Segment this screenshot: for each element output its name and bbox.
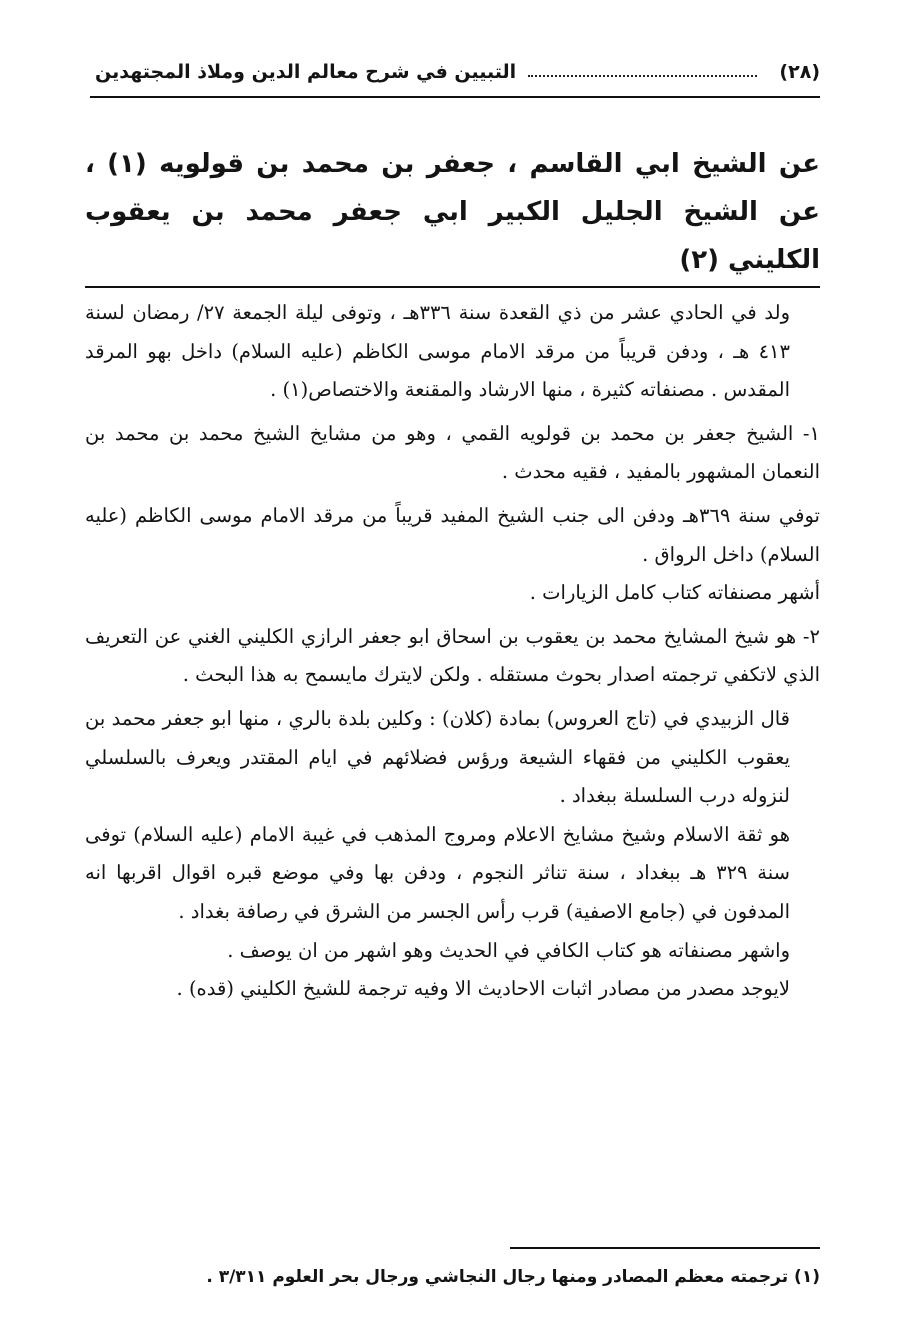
page-number: (٢٨) xyxy=(779,61,820,83)
paragraph-zubaydi-quote: قال الزبيدي في (تاج العروس) بمادة (كلان) : وكلين بلدة بالري ، منها ابو جعفر محمد بن يعقوب الكليني من فقهاء الشيعة ورؤس فضلائهم في ايام المقتدر ويعرف بالسلسلي لنزوله درب السلسلة ببغداد . xyxy=(85,706,791,808)
body-text xyxy=(85,294,820,1009)
running-header xyxy=(95,52,820,92)
header-rule xyxy=(90,96,820,98)
footnote: (١) ترجمته معظم المصادر ومنها رجال النجاشي ورجال بحر العلوم ٣/٣١١ . xyxy=(206,1267,820,1287)
paragraph-kulayni-sources: لايوجد مصدر من مصادر اثبات الاحاديث الا وفيه ترجمة للشيخ الكليني (قده) . xyxy=(176,977,790,1001)
book-title: التبيين في شرح معالم الدين وملاذ المجتهدين xyxy=(95,61,517,83)
heading-rule xyxy=(85,286,820,288)
paragraph-works-ibn-qulawayh: أشهر مصنفاته كتاب كامل الزيارات . xyxy=(529,581,820,605)
paragraph-kulayni-bio: هو ثقة الاسلام وشيخ مشايخ الاعلام ومروج المذهب في غيبة الامام (عليه السلام) توفى سنة ٣٢٩ هـ ببغداد ، سنة تناثر النجوم ، ودفن بها وفي موضع قبره اقوال اقربها انه المدفون في (جامع الاصفية) قرب رأس الجسر من الشرق في رصافة بغداد . xyxy=(85,822,790,923)
paragraph-death-ibn-qulawayh: توفي سنة ٣٦٩هـ ودفن الى جنب الشيخ المفيد قريباً من مرقد الامام موسى الكاظم (عليه السلام) داخل الرواق . xyxy=(85,503,820,566)
paragraph-note-1: ١- الشيخ جعفر بن محمد بن قولويه القمي ، وهو من مشايخ الشيخ محمد بن محمد بن النعمان المشهور بالمفيد ، فقيه محدث . xyxy=(85,421,820,484)
paragraph-note-2: ٢- هو شيخ المشايخ محمد بن يعقوب بن اسحاق ابو جعفر الرازي الكليني الغني عن التعريف الذي لاتكفي ترجمته اصدار بحوث مستقله . ولكن لايترك مايسمح به هذا البحث . xyxy=(85,624,820,687)
paragraph-birth-death: ولد في الحادي عشر من ذي القعدة سنة ٣٣٦هـ ، وتوفى ليلة الجمعة ٢٧/ رمضان لسنة ٤١٣ هـ ، ودفن قريباً من مرقد الامام موسى الكاظم (عليه السلام) داخل بهو المرقد المقدس . مصنفاته كثيرة ، منها الارشاد والمقنعة والاختصاص(١) . xyxy=(85,301,790,402)
paragraph-kulayni-works: واشهر مصنفاته هو كتاب الكافي في الحديث وهو اشهر من ان يوصف . xyxy=(227,938,790,962)
section-heading: عن الشيخ ابي القاسم ، جعفر بن محمد بن قولويه (١) ، عن الشيخ الجليل الكبير ابي جعفر محمد بن يعقوب الكليني (٢) xyxy=(85,149,820,275)
header-dot-leader xyxy=(528,75,757,77)
footnote-rule xyxy=(510,1247,820,1249)
